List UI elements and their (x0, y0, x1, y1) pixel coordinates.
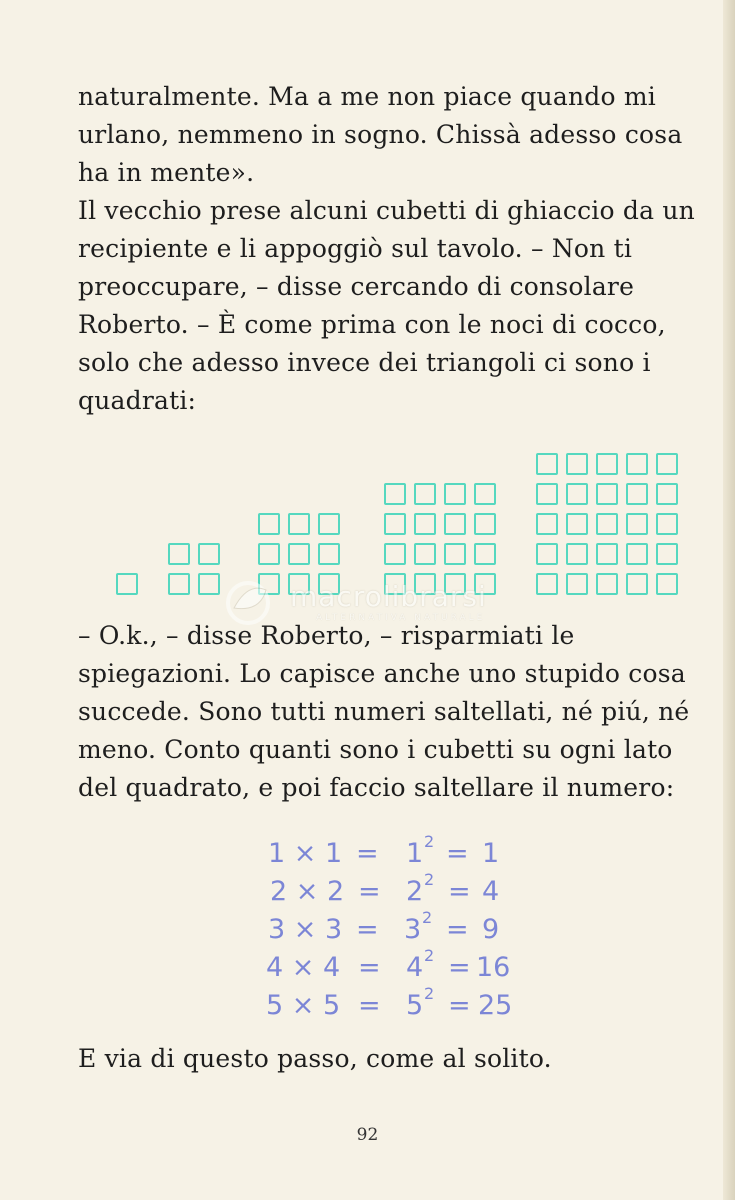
ice-cube (288, 513, 310, 535)
paragraph-top (78, 78, 718, 420)
ice-cube (474, 543, 496, 565)
text-line: quadrati: (78, 386, 197, 415)
ice-cube (596, 453, 618, 475)
equation-exponent: 2 (424, 870, 435, 889)
ice-cube (626, 543, 648, 565)
text-line: succede. Sono tutti numeri saltellati, né piú, né (78, 697, 690, 726)
ice-cube (288, 543, 310, 565)
equation-result: 1 (482, 838, 500, 869)
ice-cube (474, 483, 496, 505)
equation-row (262, 984, 562, 1028)
ice-cube (656, 453, 678, 475)
equation-equals: = (446, 838, 469, 869)
text-line: meno. Conto quanti sono i cubetti su ogni lato (78, 735, 673, 764)
ice-cube (384, 543, 406, 565)
equation-equals: = (446, 914, 469, 945)
ice-cube (566, 543, 588, 565)
equation-base: 5 (406, 990, 424, 1021)
equation-result: 16 (476, 952, 511, 983)
ice-cube (414, 483, 436, 505)
equation-equals: = (358, 876, 381, 907)
equation-exponent: 2 (422, 908, 433, 927)
text-line: Il vecchio prese alcuni cubetti di ghiaccio da un (78, 196, 695, 225)
equation-product: 3 × 3 (268, 914, 343, 945)
equation-result: 25 (478, 990, 513, 1021)
ice-cube (258, 513, 280, 535)
text-line: del quadrato, e poi faccio saltellare il numero: (78, 773, 675, 802)
text-line: ha in mente». (78, 158, 255, 187)
text-line: preoccupare, – disse cercando di consolare (78, 272, 635, 301)
equation-row (262, 870, 562, 914)
ice-cube (536, 483, 558, 505)
ice-cube (258, 543, 280, 565)
ice-cube (444, 543, 466, 565)
ice-cube (116, 573, 138, 595)
ice-cube (626, 453, 648, 475)
ice-cube (596, 513, 618, 535)
text-line: urlano, nemmeno in sogno. Chissà adesso cosa (78, 120, 683, 149)
ice-cube (656, 513, 678, 535)
ice-cube (384, 483, 406, 505)
ice-cube (414, 513, 436, 535)
paragraph-middle (78, 617, 718, 807)
ice-cube (626, 513, 648, 535)
equation-row (262, 908, 562, 952)
equation-base: 4 (406, 952, 424, 983)
ice-cube (656, 483, 678, 505)
ice-cube (596, 483, 618, 505)
equation-equals: = (356, 914, 379, 945)
equation-base: 3 (404, 914, 422, 945)
ice-cube (318, 543, 340, 565)
ice-cube (444, 483, 466, 505)
equation-equals: = (448, 876, 471, 907)
ice-cube (596, 573, 618, 595)
ice-cube (656, 543, 678, 565)
equation-product: 4 × 4 (266, 952, 341, 983)
watermark-tagline: ALTERNATIVA NATURALE (316, 613, 486, 623)
ice-cube (198, 543, 220, 565)
equation-row (262, 832, 562, 876)
ice-cube (384, 513, 406, 535)
equation-exponent: 2 (424, 946, 435, 965)
ice-cube (444, 513, 466, 535)
squares-equations (262, 832, 562, 1028)
ice-cube (596, 543, 618, 565)
text-line: recipiente e li appoggiò sul tavolo. – Non ti (78, 234, 633, 263)
ice-cube (566, 453, 588, 475)
equation-exponent: 2 (424, 984, 435, 1003)
equation-base: 2 (406, 876, 424, 907)
ice-cube (474, 513, 496, 535)
equation-equals: = (358, 952, 381, 983)
equation-product: 5 × 5 (266, 990, 341, 1021)
paragraph-closing (78, 1040, 718, 1078)
ice-cube (536, 513, 558, 535)
text-line: Roberto. – È come prima con le noci di cocco, (78, 310, 666, 339)
ice-cube (536, 543, 558, 565)
ice-cube (536, 453, 558, 475)
ice-cube (318, 513, 340, 535)
equation-equals: = (358, 990, 381, 1021)
equation-row (262, 946, 562, 990)
equation-product: 1 × 1 (268, 838, 343, 869)
ice-cube (566, 513, 588, 535)
equation-equals: = (356, 838, 379, 869)
equation-exponent: 2 (424, 832, 435, 851)
text-line: naturalmente. Ma a me non piace quando mi (78, 82, 656, 111)
ice-cube (566, 483, 588, 505)
page-number: 92 (356, 1125, 379, 1145)
ice-cube (414, 543, 436, 565)
ice-cube (566, 573, 588, 595)
text-line: solo che adesso invece dei triangoli ci sono i (78, 348, 651, 377)
equation-product: 2 × 2 (270, 876, 345, 907)
ice-cube (168, 573, 190, 595)
ice-cube (168, 543, 190, 565)
equation-equals: = (448, 990, 471, 1021)
ice-cube (656, 573, 678, 595)
text-line: – O.k., – disse Roberto, – risparmiati le (78, 621, 575, 650)
text-line: spiegazioni. Lo capisce anche uno stupido cosa (78, 659, 686, 688)
equation-equals: = (448, 952, 471, 983)
equation-result: 9 (482, 914, 500, 945)
ice-cube (198, 573, 220, 595)
watermark-brand: macrolibrarsi (290, 580, 487, 613)
equation-result: 4 (482, 876, 500, 907)
text-line: E via di questo passo, come al solito. (78, 1044, 552, 1073)
equation-base: 1 (406, 838, 424, 869)
ice-cube (626, 483, 648, 505)
ice-cube (626, 573, 648, 595)
